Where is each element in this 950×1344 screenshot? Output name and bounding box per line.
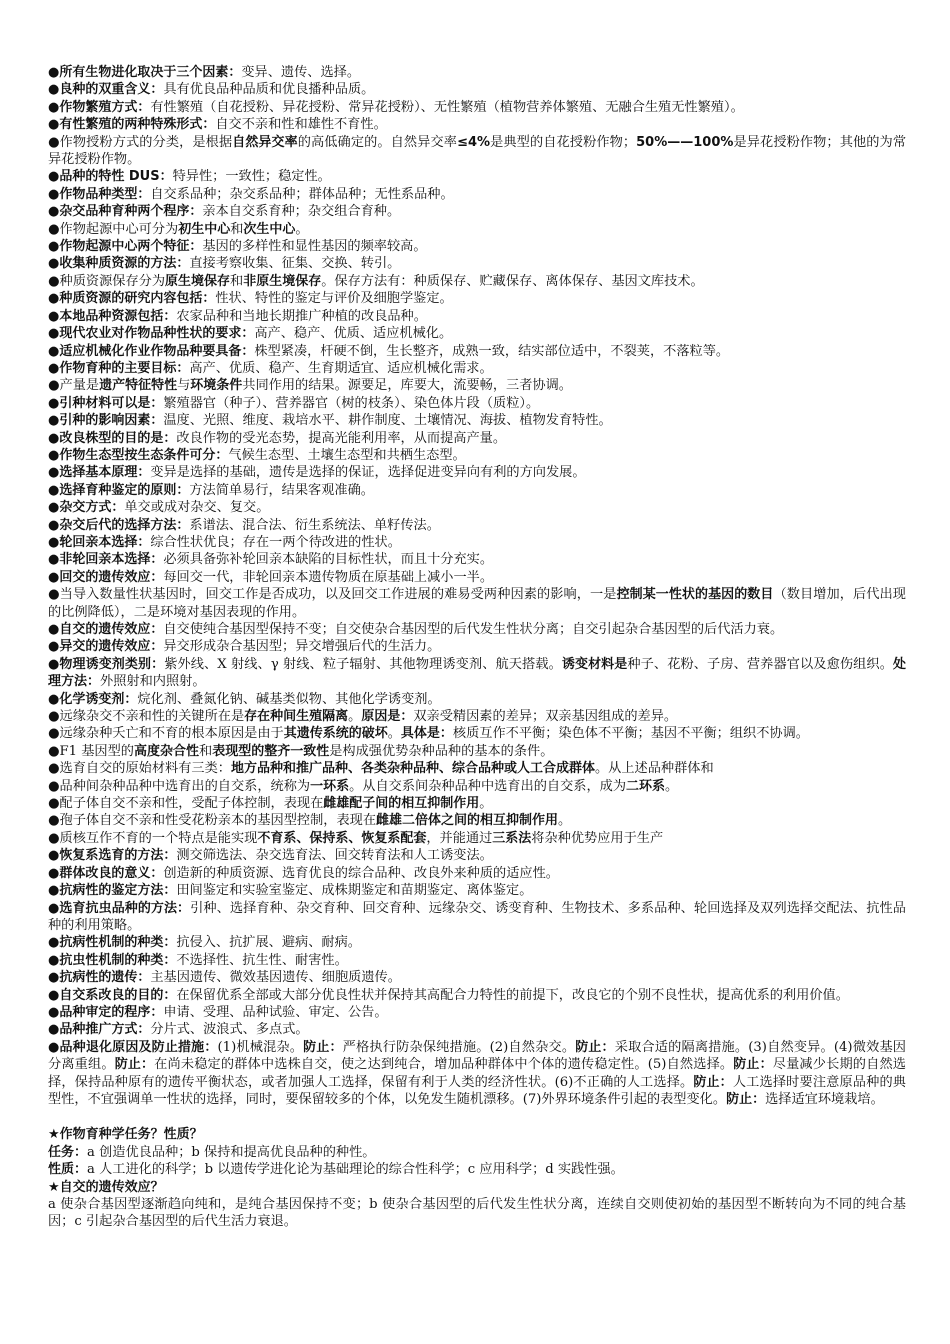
bold-term: ●自交系改良的目的： [48,987,177,1003]
entry-text: 是异花授粉作物；其他的为常异花授粉作物。 [48,134,907,168]
entry-text: 自交使纯合基因型保持不变；自交使杂合基因型的后代发生性状分离；自交引起杂合基因型的后代活力衰。 [163,622,784,637]
entry-text: 方法简单易行，结果客观准确。 [189,482,374,498]
note-entry [48,691,906,708]
bold-term: ●种质资源的研究内容包括： [48,291,216,307]
entry-text: 单交或成对杂交、复交。 [124,500,270,516]
entry-text: 直接考察收集、征集、交换、转引。 [189,256,401,272]
bold-term: 诱变材料是 [561,656,628,672]
note-entry [48,290,906,307]
entry-text: 系谱法、混合法、衍生系统法、单籽传法。 [189,517,440,533]
entry-text: 自交系品种；杂交系品种；群体品种；无性系品种。 [150,186,454,202]
bold-term: 原因是： [361,709,414,725]
entry-text: 双亲受精因素的差异；双亲基因组成的差异。 [413,709,678,725]
entry-text: 每回交一代，非轮回亲本遗传物质在原基础上减小一半。 [163,569,494,585]
entry-text: 人工选择时要注意原品种的典型性，不宜强调单一性状的选择，同时，要保留较多的个体，以免发生随机漂移。(7)外界环境条件引起的表型变化。 [48,1074,906,1107]
note-entry [48,812,906,829]
note-entry [48,743,906,760]
bold-term: 表现型的整齐一致性 [212,743,330,759]
bold-term: ●引种材料可以是： [48,395,164,411]
note-entry [48,238,906,255]
bold-term: 防止： [303,1039,343,1055]
note-entry [48,447,906,464]
bold-term: 防止： [575,1039,615,1055]
note-entry [48,760,906,777]
bold-term: ●品种推广方式： [48,1022,151,1038]
bold-term: ●本地品种资源包括： [48,308,177,324]
entry-text: 。从上述品种群体和 [594,761,714,777]
note-entry [48,621,906,638]
entry-text: 尽量减少长期的自然选择，保持品种原有的遗传平衡状态，或者加强人工选择，保留有利于人类的经济性状。(6)不正确的人工选择。 [48,1057,906,1090]
entry-text: 。 [295,221,309,237]
entry-text: 。保存方法有：种质保存、贮藏保存、离体保存、基因文库技术。 [321,273,704,289]
bold-term: 次生中心 [243,221,296,237]
entry-text: 温度、光照、维度、栽培水平、耕作制度、土壤情况、海拔、植物发育特性。 [163,413,612,429]
entry-text: 。从自交系间杂种品种中选育出的自交系，成为 [349,778,627,794]
bold-term: ●异交的遗传效应： [48,639,164,655]
entry-text: 不选择性、抗生性、耐害性。 [176,952,348,968]
note-entry [48,343,906,360]
entry-text: 综合性状优良；存在一两个待改进的性状。 [150,534,401,550]
bold-term: ●化学诱变剂： [48,691,138,707]
entry-text: 。 [348,709,362,725]
entry-text: 农家品种和当地长期推广种植的改良品种。 [176,308,427,324]
entry-text: （数目增加，后代出现的比例降低），二是环境对基因表现的作用。 [48,587,906,620]
entry-text: 的高低确定的。自然异交率 [297,134,458,150]
entry-text: 变异是选择的基础，遗传是选择的保证，选择促进变异向有利的方向发展。 [150,465,586,481]
entry-text: 分片式、波浪式、多点式。 [150,1022,309,1038]
note-entry [48,482,906,499]
note-entry [48,969,906,986]
bold-term: ●作物繁殖方式： [48,99,151,115]
note-entry [48,551,906,568]
note-entry [48,569,906,586]
bold-term: ●作物起源中心两个特征： [48,239,203,255]
bold-term: ●杂交方式： [48,500,125,516]
bold-term: ●适应机械化作业作物品种要具备： [48,343,255,359]
bold-term: ≤4% [457,134,491,150]
qa-entry [48,1196,906,1231]
entry-text: 自交不亲和性和雄性不育性。 [215,117,387,133]
entry-text: 和 [230,221,244,237]
note-entry [48,255,906,272]
bold-term: ●良种的双重含义： [48,82,164,98]
note-entry [48,900,906,935]
entry-text: ●种质资源保存分为 [48,273,166,289]
bold-term: ●改良株型的目的是： [48,430,177,446]
bold-term: ★作物育种学任务？性质？ [48,1127,203,1143]
bold-term: 非原生境保存 [243,273,322,289]
entry-text: a 使杂合基因型逐渐趋向纯和，是纯合基因保持不变；b 使杂合基因型的后代发生性状分离，连续自交则使初始的基因型不断转向为不同的纯合基因；c 引起杂合基因型的后代生活力衰退。 [48,1197,906,1230]
entry-text: 和 [230,273,244,289]
bold-term: 防止： [726,1091,766,1107]
entry-text: 变异、遗传、选择。 [241,65,361,80]
bold-term: ●作物品种类型： [48,186,151,202]
note-entry [48,656,906,691]
entry-text: ●作物授粉方式的分类，是根据 [48,134,233,150]
entry-text: 性状、特性的鉴定与评价及细胞学鉴定。 [215,291,453,307]
entry-text: 亲本自交系育种；杂交组合育种。 [202,204,401,220]
entry-text: ●产量是 [48,378,100,394]
entry-text: (1)机械混杂。 [217,1039,304,1055]
notes-list [48,64,906,1108]
note-entry [48,412,906,429]
note-entry [48,1021,906,1038]
bold-term: ●引种的影响因素： [48,413,164,429]
entry-text: a 创造优良品种；b 保持和提高优良品种的种性。 [87,1144,376,1160]
bold-term: ●抗病性的遗传： [48,970,151,986]
note-entry [48,430,906,447]
bold-term: ●抗虫性机制的种类： [48,952,177,968]
entry-text: 基因的多样性和显性基因的频率较高。 [202,239,427,255]
entry-text: 异交形成杂合基因型；异交增强后代的生活力。 [163,639,441,655]
qa-entry [48,1126,906,1143]
qa-entry [48,1161,906,1178]
entry-text: 和 [199,743,213,759]
bold-term: 雌雄配子间的相互抑制作用 [323,796,480,812]
note-entry [48,395,906,412]
bold-term: ●自交的遗传效应： [48,622,164,637]
entry-text: ●孢子体自交不亲和性受花粉亲本的基因型控制，表现在 [48,813,377,829]
entry-text: ●远缘杂交不亲和性的关键所在是 [48,709,245,725]
qa-entry [48,1144,906,1161]
note-entry [48,725,906,742]
entry-text: 采取合适的隔离措施。(3)自然变异。(4)微效基因分离重组。 [48,1039,906,1073]
bold-term: 任务： [48,1144,88,1160]
entry-text: 气候生态型、土壤生态型和共栖生态型。 [228,447,466,463]
bold-term: ●品种审定的程序： [48,1004,164,1020]
note-entry [48,847,906,864]
entry-text: ●当导入数量性状基因时，回交工作是否成功，以及回交工作进展的难易受两种因素的影响，一是 [48,587,617,603]
entry-text: 高产、稳产、优质、适应机械化。 [254,326,453,342]
entry-text: 。 [558,813,572,829]
bold-term: ●作物育种的主要目标： [48,360,190,376]
note-entry [48,1004,906,1021]
note-entry [48,882,906,899]
bold-term: ●恢复系选育的方法： [48,848,177,864]
note-entry [48,778,906,795]
entry-text: 烷化剂、叠氮化钠、碱基类似物、其他化学诱变剂。 [137,691,441,707]
qa-section [48,1126,906,1230]
entry-text: 选择适宜环境栽培。 [765,1091,884,1107]
entry-text: 特异性；一致性；稳定性。 [172,169,331,185]
entry-text: 紫外线、X 射线、γ 射线、粒子辐射、其他物理诱变剂、航天搭载。 [164,656,562,672]
bold-term: 一环系 [310,778,350,794]
note-entry [48,987,906,1004]
bold-term: ●品种的特性 DUS： [48,169,173,185]
entry-text: ●F1 基因型的 [48,743,134,759]
bold-term: 遗产特征特性 [99,378,178,394]
entry-text: 繁殖器官（种子）、营养器官（树的枝条）、染色体片段（质粒）。 [163,395,540,411]
bold-term: 初生中心 [178,221,231,237]
bold-term: 50%——100% [636,134,734,150]
bold-term: 雌雄二倍体之间的相互抑制作用 [376,813,559,829]
note-entry [48,934,906,951]
bold-term: 地方品种和推广品种、各类杂种品种、综合品种或人工合成群体 [230,761,595,777]
entry-text: 将杂种优势应用于生产 [531,830,664,846]
note-entry [48,64,906,81]
note-entry [48,517,906,534]
entry-text: 核质互作不平衡；染色体不平衡；基因不平衡；组织不协调。 [452,726,809,742]
entry-text: 严格执行防杂保纯措施。(2)自然杂交。 [342,1039,576,1055]
bold-term: ●抗病性的鉴定方法： [48,883,177,899]
bold-term: ●选择育种鉴定的原则： [48,482,190,498]
bold-term: ●抗病性机制的种类： [48,935,177,951]
note-entry [48,360,906,377]
note-entry [48,830,906,847]
note-entry [48,273,906,290]
bold-term: ●有性繁殖的两种特殊形式： [48,117,216,133]
bold-term: ●现代农业对作物品种性状的要求： [48,326,255,342]
entry-text: ●配子体自交不亲和性，受配子体控制，表现在 [48,796,324,812]
entry-text: ●远缘杂种夭亡和不育的根本原因是由于 [48,726,284,742]
entry-text: ●选育自交的原始材料有三类： [48,761,231,777]
note-entry [48,81,906,98]
entry-text: 高产、优质、稳产、生育期适宜、适应机械化需求。 [189,360,493,376]
bold-term: ●品种退化原因及防止措施： [48,1039,218,1055]
entry-text: 必须具备弥补轮回亲本缺陷的目标性状，而且十分充实。 [163,552,494,568]
note-entry [48,638,906,655]
note-entry [48,203,906,220]
entry-text: 在保留优系全部或大部分优良性状并保持其高配合力特性的前提下，改良它的个别不良性状，提高优系的利用价值。 [176,987,849,1003]
entry-text: 共同作用的结果。源要足，库要大，流要畅，三者协调。 [242,378,572,394]
entry-text: 主基因遗传、微效基因遗传、细胞质遗传。 [150,970,401,986]
bold-term: ●所有生物进化取决于三个因素： [48,65,242,80]
entry-text: 株型紧凑，杆硬不倒，生长整齐，成熟一致，结实部位适中，不裂荚，不落粒等。 [254,343,730,359]
note-entry [48,99,906,116]
bold-term: 原生境保存 [165,273,231,289]
entry-text: ●质核互作不育的一个特点是能实现 [48,830,258,846]
note-entry [48,168,906,185]
entry-text: 种子、花粉、子房、营养器官以及愈伤组织。 [627,656,893,672]
bold-term: 其遗传系统的破坏 [283,726,388,742]
entry-text: a 人工进化的科学；b 以遗传学进化论为基础理论的综合性科学；c 应用科学；d 实践性强。 [87,1162,624,1178]
note-entry [48,952,906,969]
bold-term: ●轮回亲本选择： [48,534,151,550]
note-entry [48,134,906,169]
note-entry [48,795,906,812]
bold-term: ●群体改良的意义： [48,865,164,881]
note-entry [48,499,906,516]
bold-term: 防止： [693,1074,733,1090]
bold-term: 防止： [733,1057,773,1073]
entry-text: 申请、受理、品种试验、审定、公告。 [163,1004,388,1020]
entry-text: 在尚未稳定的群体中选株自交，使之达到纯合，增加品种群体中个体的遗传稳定性。(5)自然选择。 [154,1057,734,1073]
note-entry [48,586,906,621]
entry-text: 。 [479,796,493,812]
entry-text: ●品种间杂种品种中选育出的自交系，统称为 [48,778,311,794]
entry-text: 与 [177,378,191,394]
bold-term: 存在种间生殖隔离 [244,709,349,725]
note-entry [48,221,906,238]
note-entry [48,325,906,342]
bold-term: 具体是： [400,726,453,742]
bold-term: ●非轮回亲本选择： [48,552,164,568]
bold-term: 处理方法： [48,656,906,690]
entry-text: 外照射和内照射。 [100,674,206,690]
bold-term: 高度杂合性 [134,743,200,759]
note-entry [48,186,906,203]
bold-term: 自然异交率 [232,134,298,150]
note-entry [48,308,906,325]
bold-term: 性质： [48,1162,88,1178]
entry-text: 引种、选择育种、杂交育种、回交育种、远缘杂交、诱变育种、生物技术、多系品种、轮回选择及双列选择交配法、抗性品种的利用策略。 [48,900,906,933]
bold-term: ●选择基本原理： [48,465,151,481]
entry-text: 具有优良品种品质和优良播种品质。 [163,82,375,98]
bold-term: ●回交的遗传效应： [48,569,164,585]
note-entry [48,377,906,394]
bold-term: ★自交的遗传效应？ [48,1179,164,1195]
entry-text: 创造新的种质资源、选育优良的综合品种、改良外来种质的适应性。 [163,865,559,881]
note-entry [48,1039,906,1109]
bold-term: 防止： [114,1057,155,1073]
qa-entry [48,1179,906,1196]
entry-text: 有性繁殖（自花授粉、异花授粉、常异花授粉）、无性繁殖（植物营养体繁殖、无融合生殖无性繁殖）。 [150,99,744,115]
bold-term: 不育系、保持系、恢复系配套 [257,830,427,846]
bold-term: ●物理诱变剂类别： [48,656,165,672]
entry-text: 田间鉴定和实验室鉴定、成株期鉴定和苗期鉴定、离体鉴定。 [176,883,533,899]
note-entry [48,116,906,133]
bold-term: 控制某一性状的基因的数目 [616,587,774,603]
entry-text: 改良作物的受光态势，提高光能利用率，从而提高产量。 [176,430,507,446]
bold-term: 环境条件 [190,378,243,394]
entry-text: ●作物起源中心可分为 [48,221,179,237]
bold-term: ●作物生态型按生态条件可分： [48,447,229,463]
entry-text: 是典型的自花授粉作物； [490,134,637,150]
note-entry [48,708,906,725]
bold-term: 二环系 [626,778,666,794]
bold-term: ●杂交后代的选择方法： [48,517,190,533]
section-gap [48,1108,906,1126]
entry-text: ，并能通过 [426,830,493,846]
entry-text: 。 [387,726,401,742]
bold-term: ●收集种质资源的方法： [48,256,190,272]
entry-text: 。 [665,778,679,794]
bold-term: ●选育抗虫品种的方法： [48,900,191,916]
bold-term: ●杂交品种育种两个程序： [48,204,203,220]
bold-term: 三系法 [492,830,532,846]
entry-text: 抗侵入、抗扩展、避病、耐病。 [176,935,361,951]
note-entry [48,464,906,481]
entry-text: 测交筛选法、杂交选育法、回交转育法和人工诱变法。 [176,848,493,864]
entry-text: 是构成强优势杂种品种的基本的条件。 [329,743,554,759]
note-entry [48,534,906,551]
note-entry [48,865,906,882]
